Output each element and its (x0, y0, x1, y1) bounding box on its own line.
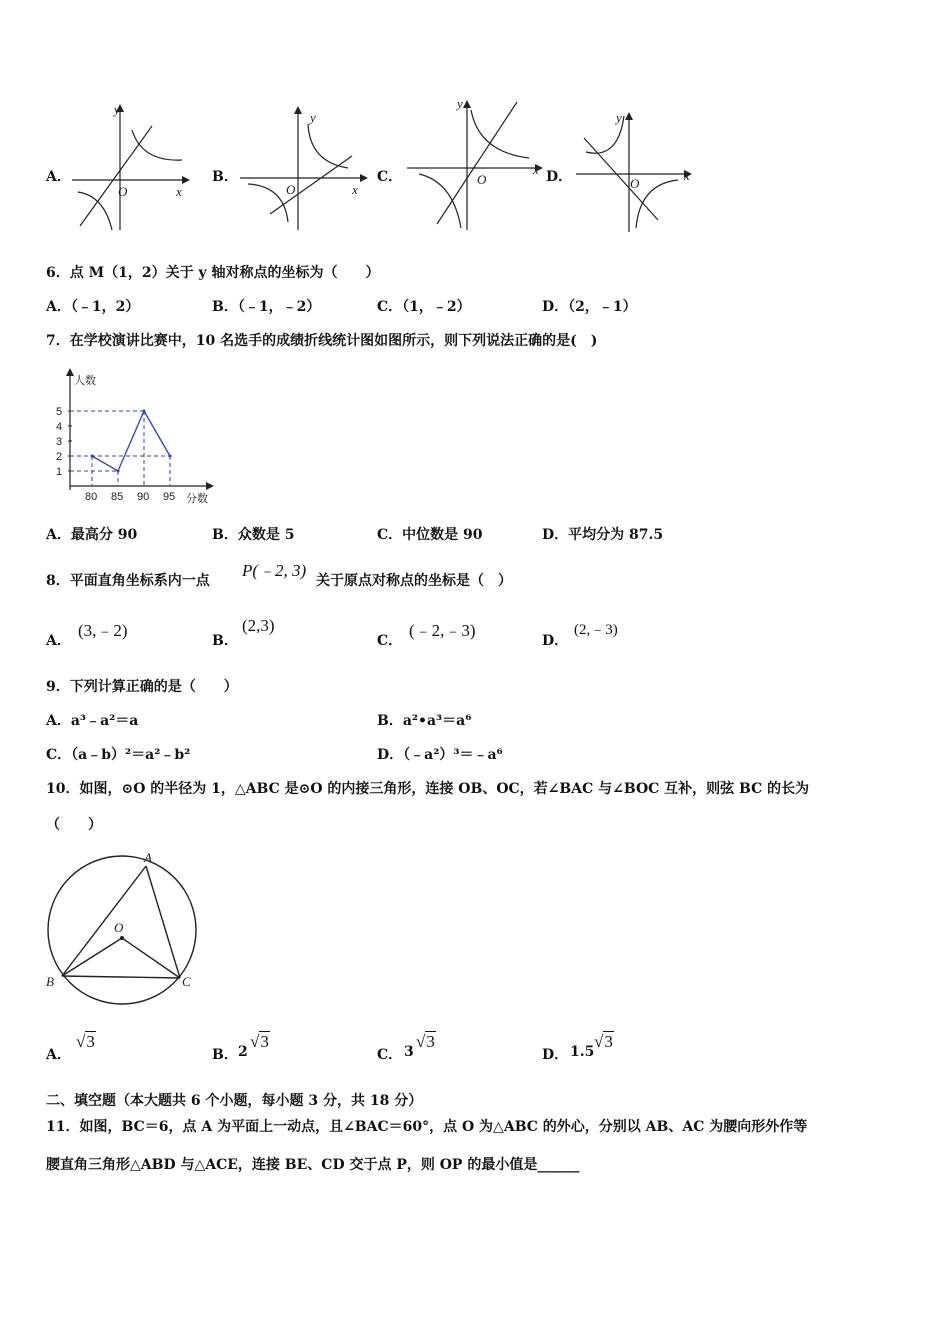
svg-text:x: x (684, 168, 690, 183)
q9-option-a[interactable]: A．a³﹣a²＝a (46, 713, 139, 729)
q6-option-c[interactable]: C．（1，﹣2） (377, 299, 471, 315)
q5-graph-b (238, 104, 368, 232)
q9-option-b[interactable]: B．a²•a³＝a⁶ (377, 713, 472, 729)
point-o-label: O (114, 920, 124, 935)
x-tick-label: 80 (85, 491, 98, 503)
q8-option-a-label[interactable]: A． (46, 633, 71, 649)
q7-option-b[interactable]: B．众数是 5 (212, 527, 295, 543)
point-b-label: B (46, 974, 54, 989)
q9-option-c[interactable]: C．（a﹣b）²＝a²﹣b² (46, 747, 191, 763)
q8-option-b-value: (2,3) (242, 616, 275, 635)
chart-xlabel: 分数 (186, 493, 208, 505)
q6-option-d[interactable]: D．（2，﹣1） (542, 299, 637, 315)
q5-graph-c (405, 96, 545, 232)
data-point (91, 455, 94, 458)
svg-text:y: y (310, 110, 316, 125)
q10-option-b-coef: 2 (238, 1044, 248, 1060)
y-axis-label: y (114, 102, 120, 117)
q10-circle-figure (40, 846, 210, 1016)
y-tick-label: 4 (56, 421, 63, 433)
x-tick-label: 85 (111, 491, 124, 503)
y-tick-label: 3 (56, 436, 63, 448)
q8-option-d-value: (2,﹣3) (574, 622, 618, 638)
q8-option-c-value: (﹣2,﹣3) (409, 621, 476, 640)
q8-stem-post: 关于原点对称点的坐标是（ ） (316, 573, 512, 589)
q5-option-a-label: A． (46, 169, 71, 185)
q11-line1: 11．如图，BC＝6，点 A 为平面上一动点，且∠BAC＝60°，点 O 为△ABC 的外心，分别以 AB、AC 为腰向形外作等 (46, 1119, 808, 1135)
q11-line2: 腰直角三角形△ABD 与△ACE，连接 BE、CD 交于点 P，则 OP 的最小值是______ (46, 1157, 580, 1173)
svg-text:O: O (286, 182, 296, 197)
q10-option-d-coef: 1.5 (570, 1044, 595, 1060)
q8-option-a-value: (3,﹣2) (78, 621, 128, 640)
q8-point: P(﹣2, 3) (242, 561, 307, 580)
q5-graph-d (574, 108, 698, 234)
q8-option-d-label[interactable]: D． (542, 633, 569, 649)
q5-option-b-label: B． (212, 169, 238, 185)
q8-option-c-label[interactable]: C． (377, 633, 403, 649)
data-point (117, 470, 120, 473)
y-tick-label: 2 (56, 451, 63, 463)
q10-stem-line1: 10．如图，⊙O 的半径为 1，△ABC 是⊙O 的内接三角形，连接 OB、OC，若∠BAC 与∠BOC 互补，则弦 BC 的长为 (46, 781, 810, 797)
x-tick-label: 95 (163, 491, 176, 503)
point-c-label: C (182, 974, 191, 989)
data-point (169, 455, 172, 458)
q10-option-b-value: √3 (250, 1032, 269, 1051)
point-a-label: A (144, 850, 152, 865)
q10-option-a-label[interactable]: A． (46, 1047, 71, 1063)
y-tick-label: 5 (56, 406, 63, 418)
q10-option-a-value: √3 (76, 1032, 95, 1051)
chart-ylabel: 人数 (74, 375, 96, 387)
q8-stem-pre: 8．平面直角坐标系内一点 (46, 573, 210, 589)
q10-option-b-label[interactable]: B． (212, 1047, 238, 1063)
q9-stem: 9．下列计算正确的是（ ） (46, 679, 238, 695)
origin-label: O (118, 184, 128, 199)
q5-option-d-label: D． (546, 169, 573, 185)
q7-option-a[interactable]: A．最高分 90 (46, 527, 138, 543)
section-2-title: 二、填空题（本大题共 6 个小题，每小题 3 分，共 18 分） (46, 1093, 423, 1109)
svg-text:O: O (630, 176, 640, 191)
q10-option-d-label[interactable]: D． (542, 1047, 569, 1063)
q10-option-c-value: √3 (416, 1032, 435, 1051)
svg-text:y: y (616, 110, 622, 125)
data-point (143, 410, 146, 413)
q10-option-c-label[interactable]: C． (377, 1047, 403, 1063)
q7-option-d[interactable]: D．平均分为 87.5 (542, 527, 664, 543)
svg-text:x: x (352, 182, 358, 197)
q6-option-b[interactable]: B．（﹣1，﹣2） (212, 299, 321, 315)
y-tick-label: 1 (56, 466, 63, 478)
svg-text:O: O (477, 172, 487, 187)
q9-option-d[interactable]: D．（﹣a²）³＝﹣a⁶ (377, 747, 503, 763)
series-line (92, 411, 170, 471)
x-axis-arrow (206, 482, 214, 490)
x-tick-label: 90 (137, 491, 150, 503)
q7-line-chart (50, 366, 220, 510)
q7-option-c[interactable]: C．中位数是 90 (377, 527, 483, 543)
q6-stem: 6．点 M（1，2）关于 y 轴对称点的坐标为（ ） (46, 265, 380, 281)
q10-option-c-coef: 3 (404, 1044, 414, 1060)
y-axis-arrow (66, 368, 74, 376)
q5-option-c-label: C． (377, 169, 403, 185)
q8-option-b-label[interactable]: B． (212, 633, 238, 649)
q6-option-a[interactable]: A．（﹣1，2） (46, 299, 140, 315)
q5-graph-a (70, 100, 190, 232)
svg-text:y: y (457, 96, 463, 111)
q7-stem: 7．在学校演讲比赛中，10 名选手的成绩折线统计图如图所示，则下列说法正确的是( ) (46, 333, 598, 349)
q10-stem-line2: （ ） (46, 817, 102, 833)
q10-option-d-value: √3 (594, 1032, 613, 1051)
x-axis-label: x (176, 184, 182, 199)
svg-text:x: x (533, 162, 539, 177)
